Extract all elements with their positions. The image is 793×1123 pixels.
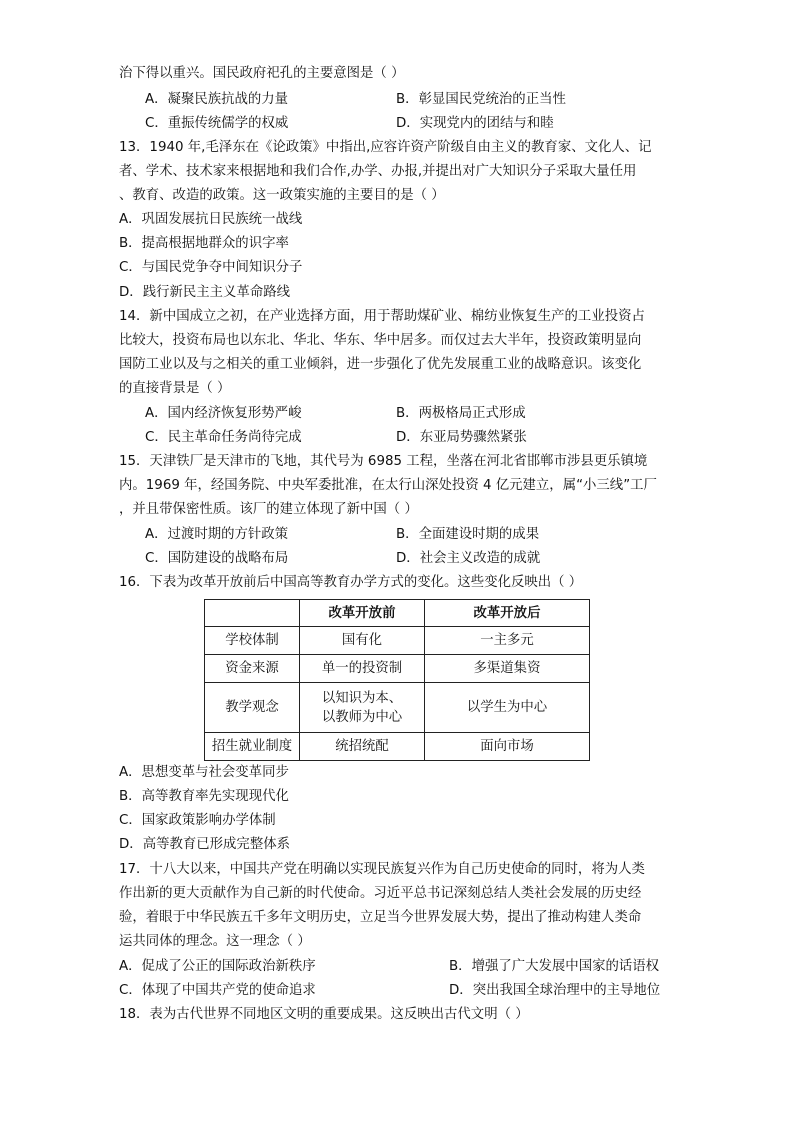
- q16-option-d: D．高等教育已形成完整体系: [119, 837, 290, 852]
- table-cell: 以知识为本、 以教师为中心: [300, 683, 425, 733]
- q13-option-c: C．与国民党争夺中间知识分子: [119, 260, 303, 275]
- q13-stem-line-3: 、教育、改造的政策。这一政策实施的主要目的是（ ）: [119, 188, 445, 203]
- q15-option-c: C．国防建设的战略布局: [145, 551, 289, 566]
- q15-stem-line-3: ，并且带保密性质。该厂的建立体现了新中国（ ）: [119, 502, 418, 517]
- q14-option-c: C．民主革命任务尚待完成: [145, 430, 302, 445]
- q14-stem-line-4: 的直接背景是（ ）: [119, 381, 231, 396]
- q17-stem-line-3: 验，着眼于中华民族五千多年文明历史，立足当今世界发展大势，提出了推动构建人类命: [119, 910, 642, 925]
- q14-option-d: D．东亚局势骤然紧张: [396, 430, 527, 445]
- table-cell: 以学生为中心: [425, 683, 590, 733]
- q16-option-a: A．思想变革与社会变革同步: [119, 765, 289, 780]
- q17-option-c: C．体现了中国共产党的使命追求: [119, 983, 316, 998]
- table-cell: 学校体制: [205, 627, 300, 655]
- q13-stem-line-1: 13．1940 年,毛泽东在《论政策》中指出,应容许资产阶级自由主义的教育家、文化人、记: [119, 140, 652, 155]
- q14-option-b: B．两极格局正式形成: [396, 406, 526, 421]
- q14-stem-line-1: 14．新中国成立之初，在产业选择方面，用于帮助煤矿业、棉纺业恢复生产的工业投资占: [119, 309, 645, 324]
- q16-option-c: C．国家政策影响办学体制: [119, 813, 276, 828]
- q12-option-c: C．重振传统儒学的权威: [145, 116, 289, 131]
- table-header-cell: [205, 600, 300, 627]
- q17-stem-line-1: 17．十八大以来，中国共产党在明确以实现民族复兴作为自己历史使命的同时，将为人类: [119, 862, 645, 877]
- table-cell: 单一的投资制: [300, 655, 425, 683]
- table-row: [205, 655, 590, 683]
- q14-option-a: A．国内经济恢复形势严峻: [145, 406, 302, 421]
- table-header-row: [205, 600, 590, 627]
- table-cell: 统招统配: [300, 733, 425, 761]
- q13-option-d: D．践行新民主主义革命路线: [119, 285, 290, 300]
- q12-option-b: B．彰显国民党统治的正当性: [396, 92, 566, 107]
- q15-option-d: D．社会主义改造的成就: [396, 551, 541, 566]
- table-cell: 一主多元: [425, 627, 590, 655]
- q17-option-a: A．促成了公正的国际政治新秩序: [119, 959, 316, 974]
- table-header-cell: 改革开放前: [300, 600, 425, 627]
- q16-option-b: B．高等教育率先实现现代化: [119, 789, 289, 804]
- q16-stem-line-1: 16．下表为改革开放前后中国高等教育办学方式的变化。这些变化反映出（ ）: [119, 575, 583, 590]
- q13-stem-line-2: 者、学术、技术家来根据地和我们合作,办学、办报,并提出对广大知识分子采取大量任用: [119, 164, 637, 179]
- table-cell: 多渠道集资: [425, 655, 590, 683]
- table-cell: 国有化: [300, 627, 425, 655]
- q17-option-b: B．增强了广大发展中国家的话语权: [449, 959, 660, 974]
- q12-option-a: A．凝聚民族抗战的力量: [145, 92, 289, 107]
- q15-stem-line-1: 15．天津铁厂是天津市的飞地，其代号为 6985 工程，坐落在河北省邯郸市涉县更乐镇境: [119, 454, 648, 469]
- table-header-cell: 改革开放后: [425, 600, 590, 627]
- table-cell: 招生就业制度: [205, 733, 300, 761]
- table-cell: 教学观念: [205, 683, 300, 733]
- education-change-table: [204, 599, 590, 761]
- q17-option-d: D．突出我国全球治理中的主导地位: [449, 983, 661, 998]
- q15-option-a: A．过渡时期的方针政策: [145, 527, 289, 542]
- q12-option-d: D．实现党内的团结与和睦: [396, 116, 554, 131]
- table-row: [205, 683, 590, 733]
- table-cell: 面向市场: [425, 733, 590, 761]
- q15-option-b: B．全面建设时期的成果: [396, 527, 540, 542]
- question-12-stem-tail: 治下得以重兴。国民政府祀孔的主要意图是（ ）: [119, 66, 405, 81]
- q14-stem-line-3: 国防工业以及与之相关的重工业倾斜，进一步强化了优先发展重工业的战略意识。该变化: [119, 357, 642, 372]
- q13-option-a: A．巩固发展抗日民族统一战线: [119, 212, 303, 227]
- q17-stem-line-4: 运共同体的理念。这一理念（ ）: [119, 934, 311, 949]
- table-row: [205, 733, 590, 761]
- q18-stem-line-1: 18．表为古代世界不同地区文明的重要成果。这反映出古代文明（ ）: [119, 1007, 529, 1022]
- q15-stem-line-2: 内。1969 年，经国务院、中央军委批准，在太行山深处投资 4 亿元建立，属“小三线”工厂: [119, 478, 657, 493]
- table-row: [205, 627, 590, 655]
- q17-stem-line-2: 作出新的更大贡献作为自己新的时代使命。习近平总书记深刻总结人类社会发展的历史经: [119, 886, 642, 901]
- q14-stem-line-2: 比较大，投资布局也以东北、华北、华东、华中居多。而仅过去大半年，投资政策明显向: [119, 333, 642, 348]
- table-cell: 资金来源: [205, 655, 300, 683]
- q13-option-b: B．提高根据地群众的识字率: [119, 236, 289, 251]
